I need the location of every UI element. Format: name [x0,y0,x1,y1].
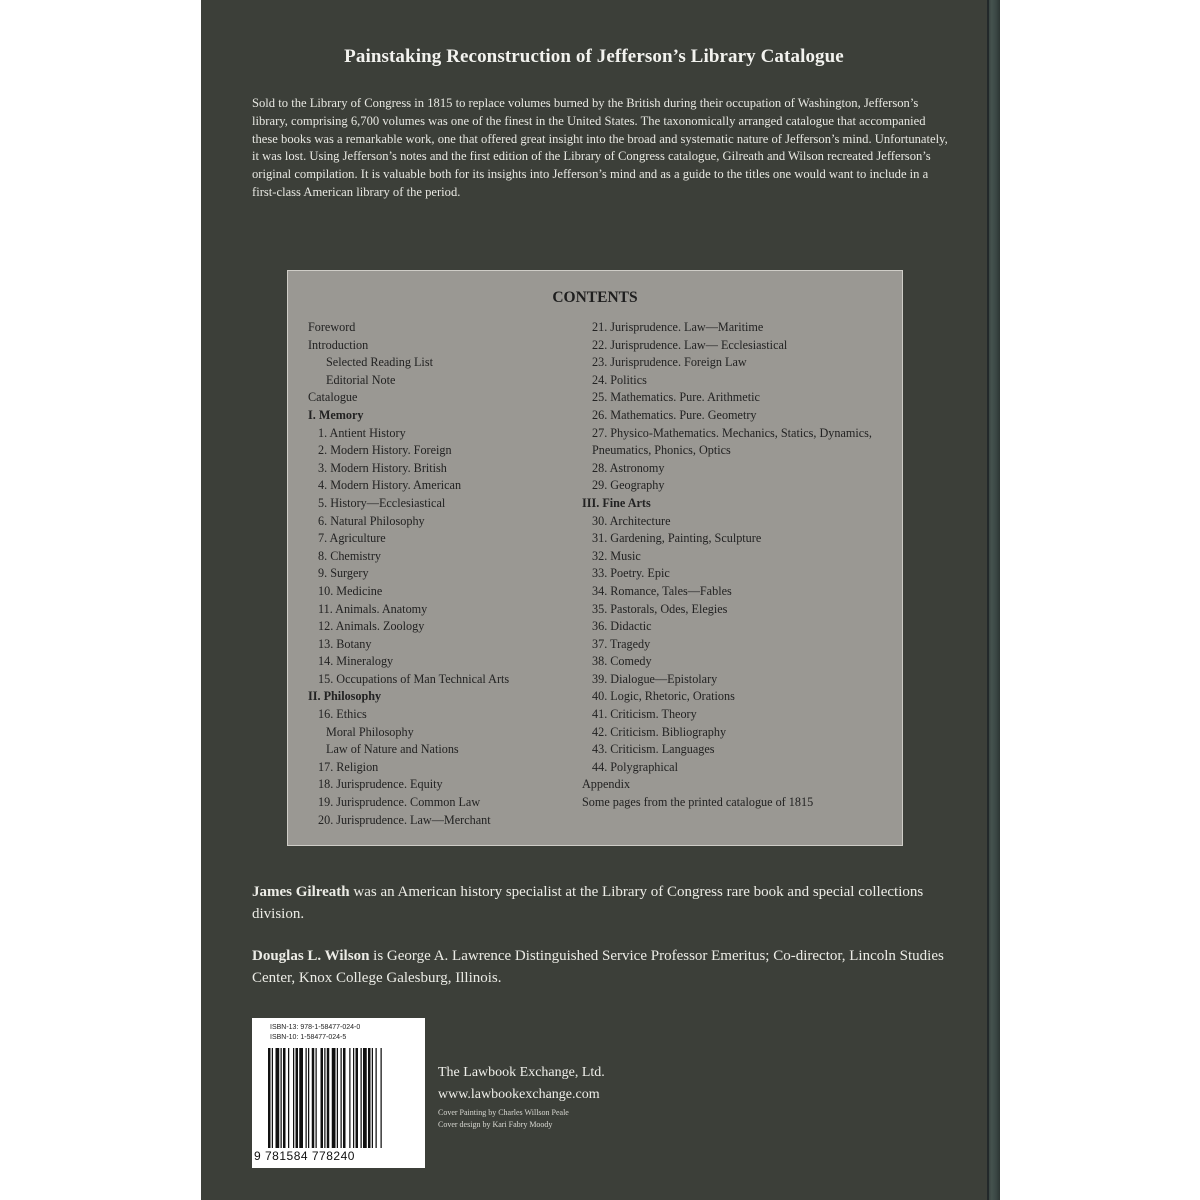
contents-entry: 4. Modern History. American [318,478,462,493]
barcode-bar [281,1048,282,1148]
contents-entry: Law of Nature and Nations [326,742,459,757]
barcode-bar [353,1048,354,1148]
contents-entry: 6. Natural Philosophy [318,513,425,528]
contents-entry: 19. Jurisprudence. Common Law [318,795,481,810]
contents-entry: Some pages from the printed catalogue of 1815 [582,795,814,810]
contents-entry: 12. Animals. Zoology [318,619,425,634]
contents-entry: 24. Politics [592,372,647,387]
contents-entry: 17. Religion [318,759,379,774]
contents-entry: I. Memory [308,407,364,422]
contents-entry: Catalogue [308,390,358,405]
contents-entry: 34. Romance, Tales—Fables [592,583,732,598]
contents-entry: 30. Architecture [592,513,671,528]
contents-entry: 1. Antient History [318,425,406,440]
contents-heading: CONTENTS [552,289,638,306]
contents-entry: 18. Jurisprudence. Equity [318,777,443,792]
barcode-bar [376,1048,377,1148]
contents-entry: 14. Mineralogy [318,654,394,669]
barcode-bar [368,1048,371,1148]
barcode-bar [372,1048,373,1148]
cover-design-credit: Cover design by Kari Fabry Moody [438,1120,553,1129]
barcode-label [252,1018,425,1168]
contents-entry: 3. Modern History. British [318,460,447,475]
contents-entry: Appendix [582,777,631,792]
contents-entry: 10. Medicine [318,583,383,598]
contents-entry: 36. Didactic [592,619,652,634]
cover-title: Painstaking Reconstruction of Jefferson’s Library Catalogue [344,46,844,67]
contents-entry: 35. Pastorals, Odes, Elegies [592,601,728,616]
author-bio-text: was an American history specialist at the Library of Congress rare book and special collections division. [252,884,924,922]
barcode-bar [343,1048,346,1148]
isbn-10: ISBN-10: 1-58477-024-5 [270,1034,347,1041]
barcode-bar [356,1048,359,1148]
contents-entry: 13. Botany [318,636,372,651]
contents-entry: 41. Criticism. Theory [592,707,697,722]
barcode-bar [293,1048,294,1148]
contents-entry: 37. Tragedy [592,636,651,651]
barcode-bar [268,1048,271,1148]
contents-entry: 21. Jurisprudence. Law—Maritime [592,320,764,334]
back-cover [201,0,987,1200]
contents-entry: 16. Ethics [318,707,367,722]
contents-entry: 27. Physico-Mathematics. Mechanics, Statics, Dynamics, Pneumatics, Phonics, Optics [592,425,872,458]
barcode-bar [349,1048,350,1148]
contents-entry: 43. Criticism. Languages [592,742,715,757]
contents-entry: 23. Jurisprudence. Foreign Law [592,355,747,370]
barcode-bar [312,1048,315,1148]
barcode-bar [321,1048,324,1148]
author-bio-gilreath [252,881,952,925]
publisher-website: www.lawbookexchange.com [438,1087,600,1102]
contents-entry: Selected Reading List [326,355,433,370]
author-bio-wilson [252,945,952,989]
contents-entry: 7. Agriculture [318,531,386,546]
contents-entry: 5. History—Ecclesiastical [318,495,446,510]
barcode-bar [381,1048,382,1148]
contents-entry: 22. Jurisprudence. Law— Ecclesiastical [592,337,788,352]
contents-entry: 42. Criticism. Bibliography [592,724,727,739]
contents-entry: 29. Geography [592,478,665,493]
barcode-bar [272,1048,273,1148]
barcode-bar [316,1048,317,1148]
contents-entry: 15. Occupations of Man Technical Arts [318,671,510,686]
contents-entry: 31. Gardening, Painting, Sculpture [592,531,762,546]
contents-entry: 38. Comedy [592,654,652,669]
contents-column-left [308,319,580,829]
contents-entry: Moral Philosophy [326,724,414,739]
contents-entry: II. Philosophy [308,689,382,704]
barcode-bar [296,1048,299,1148]
contents-entry: Introduction [308,337,369,352]
author-name: James Gilreath [252,884,350,900]
contents-entry: 28. Astronomy [592,460,665,475]
contents-entry: 44. Polygraphical [592,759,678,774]
contents-entry: 26. Mathematics. Pure. Geometry [592,407,757,422]
author-bio-text: is George A. Lawrence Distinguished Service Professor Emeritus; Co-director, Lincoln Studies Center, Knox College Galesburg, Illinois. [252,948,944,986]
cover-painting-credit: Cover Painting by Charles Willson Peale [438,1108,569,1117]
isbn-13: ISBN-13: 978-1-58477-024-0 [270,1024,361,1031]
author-name: Douglas L. Wilson [252,948,370,964]
contents-entry: 20. Jurisprudence. Law—Merchant [318,812,491,827]
contents-entry: 25. Mathematics. Pure. Arithmetic [592,390,760,405]
barcode-bar [332,1048,336,1148]
barcode-bar [288,1048,289,1148]
contents-entry: III. Fine Arts [582,495,651,510]
contents-entry: 40. Logic, Rhetoric, Orations [592,689,735,704]
publisher-name: The Lawbook Exchange, Ltd. [438,1065,605,1080]
book-spine-edge [987,0,1000,1200]
barcode-bar [283,1048,286,1148]
contents-entry: 2. Modern History. Foreign [318,443,452,458]
barcode-bar [276,1048,280,1148]
barcode-bar [306,1048,307,1148]
barcode-bar [324,1048,325,1148]
barcode-bar [299,1048,303,1148]
contents-entry: 11. Animals. Anatomy [318,601,428,616]
description-blurb: Sold to the Library of Congress in 1815 to replace volumes burned by the British during their occupation of Washington, Jefferson’s library, comprising 6,700 volumes was one of the finest in the United States. The taxonomically arranged catalogue that accompanied these books was a remarkable work, one that offered great insight into the broad and systematic nature of Jefferson’s mind. Unfortunately, it was lost. Using Jefferson’s notes and the first edition of the Library of Congress catalogue, Gilreath and Wilson recreated Jefferson’s original compilation. It is valuable both for its insights into Jefferson’s mind and as a guide to the titles one would want to include in a first-class American library of the period. [252,96,948,199]
barcode-bar [337,1048,338,1148]
contents-entry: Editorial Note [326,372,396,387]
contents-column-right [582,319,894,812]
contents-entry: 8. Chemistry [318,548,381,563]
barcode-bar [341,1048,342,1148]
barcode-bar [363,1048,367,1148]
barcode-digits: 9 781584 778240 [254,1149,355,1163]
contents-entry: Foreword [308,320,356,334]
barcode-bar [361,1048,362,1148]
barcode-bar [327,1048,330,1148]
contents-entry: 33. Poetry. Epic [592,566,670,581]
contents-entry: 39. Dialogue—Epistolary [592,671,718,686]
contents-panel [287,270,903,846]
contents-entry: 9. Surgery [318,566,369,581]
barcode-bar [308,1048,309,1148]
contents-entry: 32. Music [592,548,641,563]
barcode-bars [268,1048,418,1148]
